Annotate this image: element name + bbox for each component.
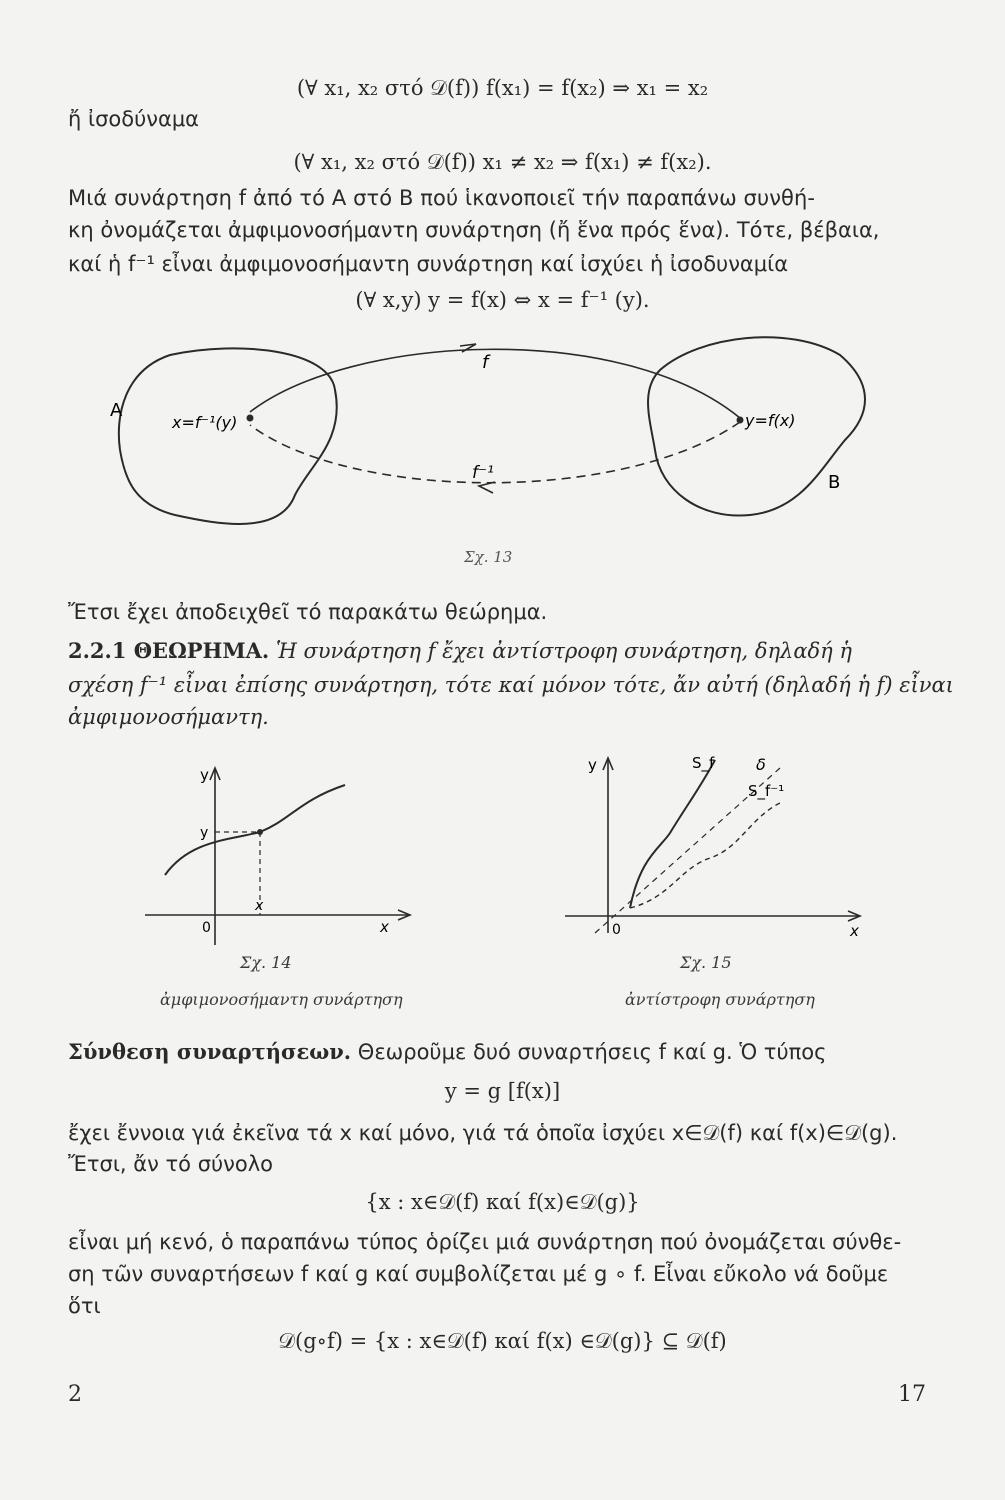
label-a: A [110, 400, 123, 421]
figure-15-graph [560, 748, 870, 948]
page-number: 17 [898, 1382, 926, 1407]
figure-15-subcaption: ἀντίστροφη συνάρτηση [625, 990, 815, 1009]
figure-15-caption: Σχ. 15 [680, 953, 732, 972]
point-x [247, 415, 254, 422]
paragraph-line: καί ἡ f⁻¹ εἶναι ἀμφιμονοσήμαντη συνάρτηση καί ἰσχύει ἡ ἰσοδυναμία [68, 252, 789, 276]
arrow-finv-head [479, 482, 495, 493]
arrow-f [250, 349, 740, 418]
theorem-line-2: σχέση f⁻¹ εἶναι ἐπίσης συνάρτηση, τότε καί μόνον τότε, ἄν αὐτή (δηλαδή ἡ f) εἶναι [68, 673, 954, 697]
axis-x-label: x [380, 918, 389, 936]
paragraph-line: Μιά συνάρτηση f ἀπό τό A στό B πού ἱκανοποιεῖ τήν παραπάνω συνθή- [68, 186, 816, 210]
curve-f [165, 785, 345, 875]
composition-heading: Σύνθεση συναρτήσεων. [68, 1039, 352, 1064]
label-sf-inverse: S_f⁻¹ [748, 782, 785, 800]
theorem-text: Ἡ συνάρτηση f ἔχει ἀντίστροφη συνάρτηση, δηλαδή ἡ [275, 639, 853, 663]
label-y-fx: y=f(x) [745, 411, 796, 430]
composition-set: {x : x∈𝒟(f) καί f(x)∈𝒟(g)} [365, 1190, 640, 1214]
label-x-finv: x=f⁻¹(y) [172, 413, 238, 432]
figure-13-caption: Σχ. 13 [464, 548, 513, 566]
label-b: B [828, 472, 841, 493]
paragraph-line: κη ὀνομάζεται ἀμφιμονοσήμαντη συνάρτηση (ἤ ἕνα πρός ἕνα). Τότε, βέβαια, [68, 218, 880, 242]
paragraph-line: Ἔτσι ἔχει ἀποδειχθεῖ τό παρακάτω θεώρημα. [68, 600, 548, 624]
equivalence-formula: (∀ x,y) y = f(x) ⇔ x = f⁻¹ (y). [355, 288, 650, 312]
paragraph-line: ἔχει ἔννοια γιά ἐκεῖνα τά x καί μόνο, γιά τά ὁποῖα ἰσχύει x∈𝒟(f) καί f(x)∈𝒟(g). [68, 1121, 898, 1145]
label-f-inverse: f⁻¹ [472, 463, 494, 483]
composition-line-1 [68, 1036, 930, 1068]
label-sf: S_f [692, 754, 715, 772]
contrapositive-formula: (∀ x₁, x₂ στό 𝒟(f)) x₁ ≠ x₂ ⇒ f(x₁) ≠ f(x₂). [293, 150, 712, 174]
paragraph-line: εἶναι μή κενό, ὁ παραπάνω τύπος ὁρίζει μιά συνάρτηση πού ὀνομάζεται σύνθε- [68, 1230, 902, 1254]
theorem-line-1 [68, 635, 930, 667]
paragraph-line: Ἔτσι, ἄν τό σύνολο [68, 1152, 274, 1176]
point-y [737, 417, 744, 424]
curve-sf [630, 760, 715, 908]
label-delta: δ [756, 755, 766, 774]
figure-14-subcaption: ἀμφιμονοσήμαντη συνάρτηση [160, 990, 403, 1009]
origin-label: 0 [612, 922, 621, 938]
set-a-blob [119, 348, 337, 524]
domain-composition-formula: 𝒟(g∘f) = {x : x∈𝒟(f) καί f(x) ∈𝒟(g)} ⊆ 𝒟(f) [278, 1329, 727, 1353]
composition-intro: Θεωροῦμε δυό συναρτήσεις f καί g. Ὁ τύπος [351, 1040, 827, 1064]
paragraph-line: ση τῶν συναρτήσεων f καί g καί συμβολίζεται μέ g ∘ f. Εἶναι εὔκολο νά δοῦμε [68, 1262, 889, 1286]
tick-x-label: x [255, 898, 264, 914]
label-f: f [482, 352, 489, 373]
paragraph-line: ὅτι [68, 1294, 101, 1318]
axis-y-label: y [588, 756, 597, 774]
theorem-number: 2.2.1 ΘΕΩΡΗΜΑ. [68, 638, 270, 663]
composition-formula: y = g [f(x)] [444, 1079, 561, 1103]
injectivity-formula: (∀ x₁, x₂ στό 𝒟(f)) f(x₁) = f(x₂) ⇒ x₁ = x₂ [296, 76, 709, 100]
figure-14-caption: Σχ. 14 [240, 953, 292, 972]
origin-label: 0 [202, 920, 211, 936]
tick-y-label: y [200, 825, 209, 841]
theorem-line-3: ἀμφιμονοσήμαντη. [68, 705, 269, 729]
figure-14-graph [140, 760, 420, 960]
axis-y-label: y [200, 766, 209, 784]
equivalently-label: ἤ ἰσοδύναμα [68, 107, 200, 131]
figure-13-diagram [100, 330, 880, 545]
signature-number: 2 [68, 1382, 82, 1407]
axis-x-label: x [850, 922, 859, 940]
